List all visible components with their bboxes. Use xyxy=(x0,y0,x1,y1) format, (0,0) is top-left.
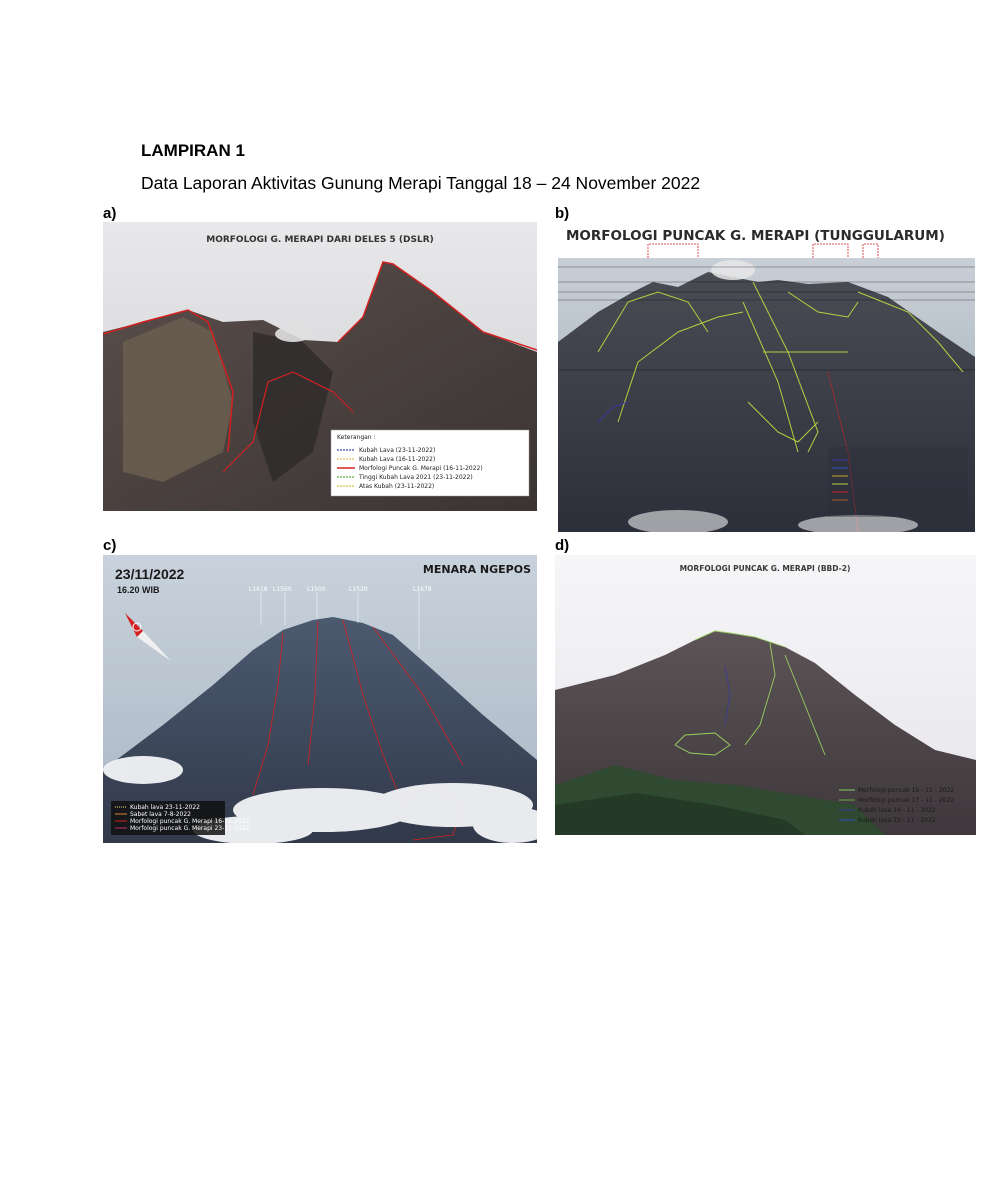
panel-a-legend-item: Atas Kubah (23-11-2022) xyxy=(359,483,435,490)
panel-d-label: d) xyxy=(555,537,570,554)
panel-c-label: c) xyxy=(103,537,117,554)
panel-c-tag: L1500 xyxy=(307,586,326,593)
panel-c-legend-item: Morfologi puncak G. Merapi 23-11-2022 xyxy=(130,825,250,832)
panel-a-legend-title: Keterangan : xyxy=(337,434,376,441)
panel-c-legend-item: Sabet lava 7-8-2022 xyxy=(130,811,191,818)
panel-d-legend-item: Kubah lava 14 - 11 - 2022 xyxy=(858,807,936,814)
panel-c-tag: L1560 xyxy=(273,586,292,593)
panel-a-legend-item: Kubah Lava (23-11-2022) xyxy=(359,447,436,454)
panel-c-tag: L1618 xyxy=(249,586,268,593)
panel-a-heading: MORFOLOGI G. MERAPI DARI DELES 5 (DSLR) xyxy=(206,235,434,245)
panel-a-legend-item: Morfologi Puncak G. Merapi (16-11-2022) xyxy=(359,465,483,472)
panel-d-heading: MORFOLOGI PUNCAK G. MERAPI (BBD-2) xyxy=(679,564,851,573)
panel-c-tag: L1678 xyxy=(413,586,432,593)
panel-c-photo xyxy=(103,555,537,843)
panel-b-heading: MORFOLOGI PUNCAK G. MERAPI (TUNGGULARUM) xyxy=(566,228,945,244)
panel-d-legend-item: Morfologi puncak 16 - 11 - 2022 xyxy=(858,787,955,794)
panel-a-legend-item: Tinggi Kubah Lava 2021 (23-11-2022) xyxy=(359,474,473,481)
panel-d-photo xyxy=(555,555,976,835)
panel-d-legend-item: Morfologi puncak 17 - 11 - 2022 xyxy=(858,797,955,804)
panel-c-tag: L1520 xyxy=(349,586,368,593)
panel-a-photo xyxy=(103,222,537,511)
panel-a-label: a) xyxy=(103,205,117,222)
document-subtitle: Data Laporan Aktivitas Gunung Merapi Tanggal 18 – 24 November 2022 xyxy=(141,173,701,193)
panel-c-date: 23/11/2022 xyxy=(115,566,185,582)
panel-a-legend-item: Kubah Lava (16-11-2022) xyxy=(359,456,436,463)
panel-c-heading: MENARA NGEPOS xyxy=(422,563,531,576)
panel-c-time: 16.20 WIB xyxy=(117,585,160,595)
document-title: LAMPIRAN 1 xyxy=(141,141,245,160)
panel-d-legend-item: Kubah lava 23 - 11 - 2022 xyxy=(858,817,936,824)
panel-c-legend-item: Kubah lava 23-11-2022 xyxy=(130,804,200,811)
panel-c-legend-item: Morfologi puncak G. Merapi 16-11-2022 xyxy=(130,818,250,825)
panel-b-label: b) xyxy=(555,205,570,222)
panel-b-photo xyxy=(558,222,975,532)
